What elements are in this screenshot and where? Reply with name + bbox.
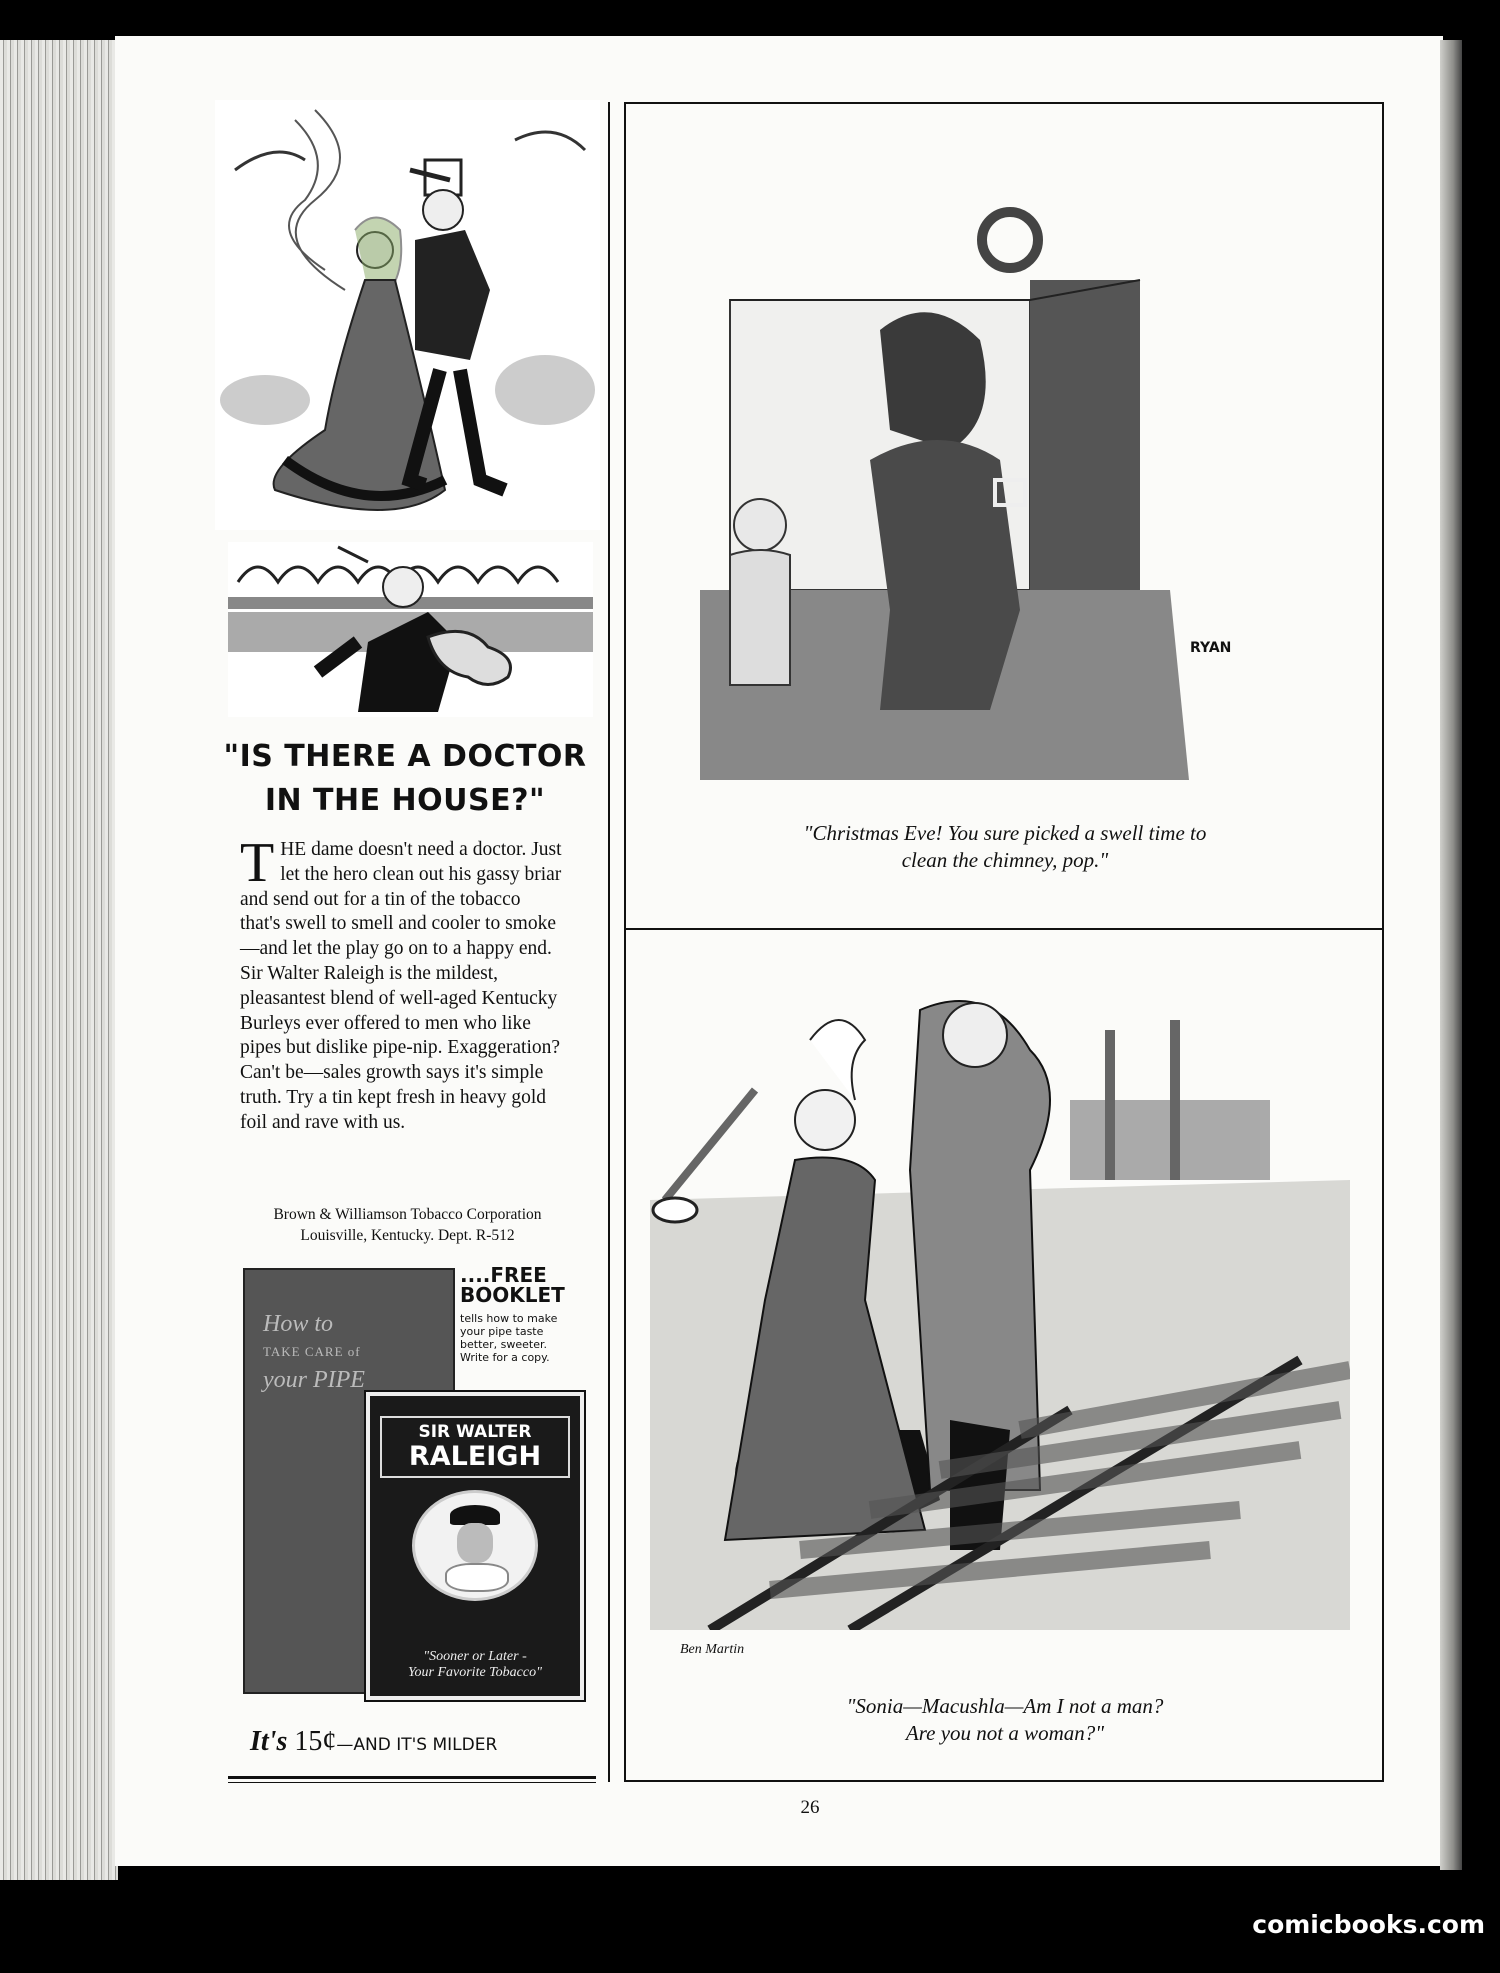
ad-corporation xyxy=(235,1204,580,1246)
ad-bottom-rule-thin xyxy=(228,1782,596,1783)
cartoon-2-caption-line-2: Are you not a woman?" xyxy=(905,1721,1105,1745)
cartoon-1-caption xyxy=(660,820,1350,874)
price-prefix: It's xyxy=(250,1726,288,1757)
cartoon-2-caption-line-1: "Sonia—Macushla—Am I not a man? xyxy=(846,1694,1164,1718)
ad-headline-line-2: IN THE HOUSE?" xyxy=(264,783,546,818)
booklet-title-1: How to xyxy=(263,1311,334,1337)
cartoon-1-signature: RYAN xyxy=(1190,640,1232,656)
free-line-2: BOOKLET xyxy=(460,1283,565,1307)
tin-line-2: RALEIGH xyxy=(408,1441,542,1472)
cartoon-2-signature: Ben Martin xyxy=(680,1642,745,1657)
watermark: comicbooks.com xyxy=(1252,1910,1485,1939)
ad-headline-line-1: "IS THERE A DOCTOR xyxy=(223,739,587,774)
tin-slogan-1: "Sooner or Later - xyxy=(423,1649,527,1664)
free-booklet-heading xyxy=(460,1265,575,1305)
cartoons-divider xyxy=(624,928,1384,930)
booklet-title-3: your PIPE xyxy=(263,1367,365,1393)
tobacco-tin xyxy=(366,1392,584,1700)
cartoon-1-caption-line-2: clean the chimney, pop." xyxy=(901,848,1109,872)
cartoon-2-caption xyxy=(660,1693,1350,1747)
tin-slogan xyxy=(370,1649,580,1681)
book-page-edges xyxy=(0,40,118,1880)
ad-corporation-line-1: Brown & Williamson Tobacco Corporation xyxy=(273,1206,542,1223)
column-divider xyxy=(608,102,610,1782)
ad-headline xyxy=(210,735,600,823)
booklet-cover-text xyxy=(263,1310,443,1394)
ad-illustration-violinist xyxy=(228,542,593,717)
page-number: 26 xyxy=(800,1797,820,1818)
ad-body-copy xyxy=(240,832,565,1136)
ad-price-line xyxy=(250,1726,590,1758)
tin-line-1: SIR WALTER xyxy=(418,1422,532,1442)
cartoon-1-drawing xyxy=(700,180,1340,780)
price-suffix: —AND IT'S MILDER xyxy=(336,1735,498,1755)
ad-corporation-line-2: Louisville, Kentucky. Dept. R-512 xyxy=(300,1227,515,1244)
ad-body-text: HE dame doesn't need a doctor. Just let the hero clean out his gassy briar and send out for a tin of the tobacco that's swell to smell and cooler to smoke—and let the play go on to a happy end. Sir Walter Raleigh is the mildest, pleasantest blend of well-aged Kentucky Burleys ever offered to men who like pipes but dislike pipe-nip. Exaggeration? Can't be—sales growth says it's simple truth. Try a tin kept fresh in heavy gold foil and rave with us. xyxy=(240,839,562,1133)
tin-slogan-2: Your Favorite Tobacco" xyxy=(408,1665,542,1680)
tin-label xyxy=(380,1416,570,1478)
tin-portrait xyxy=(412,1490,538,1601)
price-value: 15¢ xyxy=(294,1726,337,1757)
ad-illustration-couple xyxy=(215,100,600,530)
ad-dropcap: T xyxy=(240,832,275,894)
free-booklet-text: tells how to make your pipe taste better, sweeter. Write for a copy. xyxy=(460,1312,558,1364)
book-right-edge xyxy=(1440,40,1462,1870)
booklet-title-2: TAKE CARE of xyxy=(263,1344,361,1359)
free-line-1: ....FREE xyxy=(460,1263,547,1287)
cartoon-2-drawing xyxy=(650,970,1350,1630)
cartoon-1-caption-line-1: "Christmas Eve! You sure picked a swell time to xyxy=(803,821,1207,845)
ad-bottom-rule xyxy=(228,1776,596,1779)
